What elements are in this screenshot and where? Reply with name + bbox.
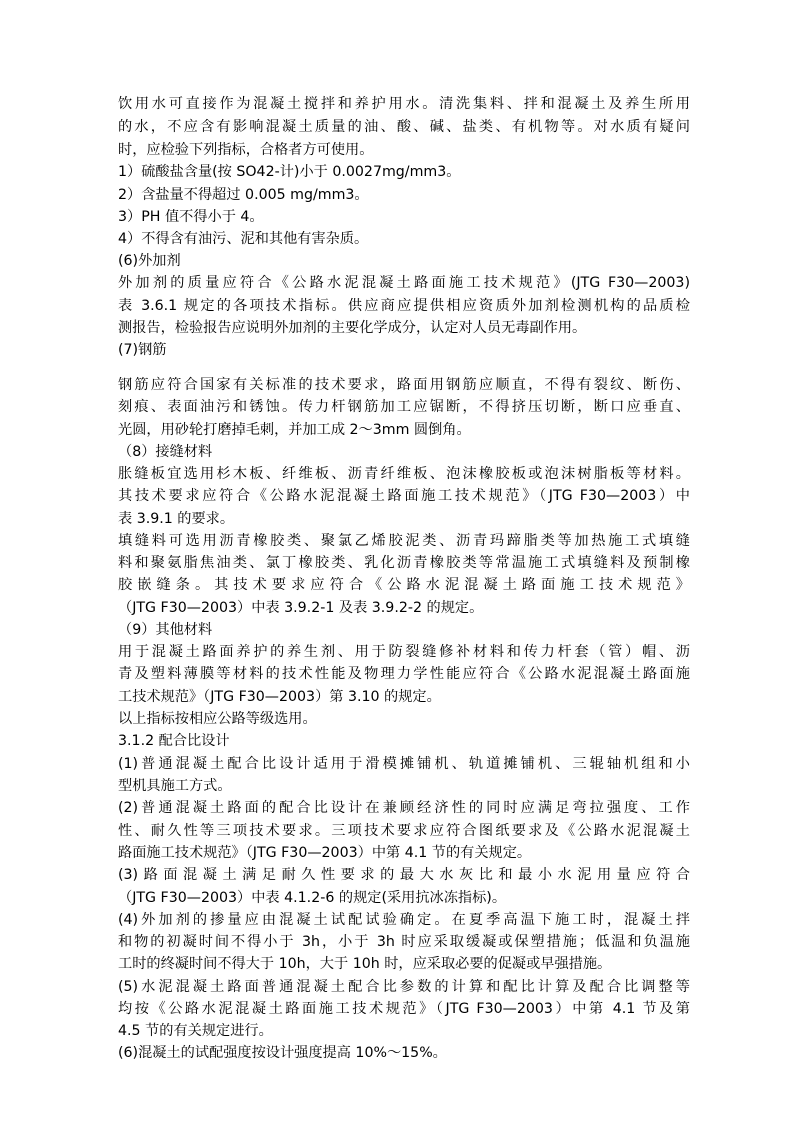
- text-line: 和物的初凝时间不得小于 3h，小于 3h 时应采取缓凝或保塑措施；低温和负温施: [118, 934, 690, 950]
- text-line: 2）含盐量不得超过 0.005 mg/mm3。: [118, 187, 369, 203]
- text-line: 3.1.2 配合比设计: [118, 733, 230, 749]
- text-line: 胶嵌缝条。其技术要求应符合《公路水泥混凝土路面施工技术规范》: [118, 577, 690, 593]
- text-line: 其技术要求应符合《公路水泥混凝土路面施工技术规范》（JTG F30—2003）中: [118, 488, 690, 504]
- text-line: (6)混凝土的试配强度按设计强度提高 10%～15%。: [118, 1045, 447, 1061]
- text-line: (5)水泥混凝土路面普通混凝土配合比参数的计算和配比计算及配合比调整等: [118, 979, 690, 995]
- text-line: (4)外加剂的掺量应由混凝土试配试验确定。在夏季高温下施工时，混凝土拌: [118, 912, 690, 928]
- text-line: 时，应检验下列指标，合格者方可使用。: [118, 142, 374, 158]
- text-line: 1）硫酸盐含量(按 SO42-计)小于 0.0027mg/mm3。: [118, 164, 461, 180]
- text-line: （9）其他材料: [118, 622, 213, 638]
- text-line: 饮用水可直接作为混凝土搅拌和养护用水。清洗集料、拌和混凝土及养生所用: [118, 96, 690, 112]
- text-line: （JTG F30—2003）中表 3.9.2-1 及表 3.9.2-2 的规定。: [118, 600, 484, 616]
- text-line: 性、耐久性等三项技术要求。三项技术要求应符合图纸要求及《公路水泥混凝土: [118, 823, 690, 839]
- text-line: 工技术规范》（JTG F30—2003）第 3.10 的规定。: [118, 689, 441, 705]
- text-line: 填缝料可选用沥青橡胶类、聚氯乙烯胶泥类、沥青玛蹄脂类等加热施工式填缝: [118, 533, 690, 549]
- text-line: 表 3.9.1 的要求。: [118, 511, 235, 527]
- text-line: 4）不得含有油污、泥和其他有害杂质。: [118, 231, 369, 247]
- text-line: 以上指标按相应公路等级选用。: [118, 711, 317, 727]
- text-line: 胀缝板宜选用杉木板、纤维板、沥青纤维板、泡沫橡胶板或泡沫树脂板等材料。: [118, 466, 690, 482]
- text-line: 3）PH 值不得小于 4。: [118, 209, 264, 225]
- text-line: (7)钢筋: [118, 342, 167, 358]
- text-line: 测报告，检验报告应说明外加剂的主要化学成分，认定对人员无毒副作用。: [118, 320, 587, 336]
- text-line: 4.5 节的有关规定进行。: [118, 1023, 273, 1039]
- text-line: （JTG F30—2003）中表 4.1.2-6 的规定(采用抗冰冻指标)。: [118, 890, 507, 906]
- text-line: 均按《公路水泥混凝土路面施工技术规范》（JTG F30—2003）中第 4.1 节及第: [118, 1001, 690, 1017]
- text-line: 表 3.6.1 规定的各项技术指标。供应商应提供相应资质外加剂检测机构的品质检: [118, 298, 690, 314]
- text-line: (1)普通混凝土配合比设计适用于滑模摊铺机、轨道摊铺机、三辊轴机组和小: [118, 756, 690, 772]
- text-line: 的水，不应含有影响混凝土质量的油、酸、碱、盐类、有机物等。对水质有疑问: [118, 119, 690, 135]
- text-line: 青及塑料薄膜等材料的技术性能及物理力学性能应符合《公路水泥混凝土路面施: [118, 666, 690, 682]
- text-line: 用于混凝土路面养护的养生剂、用于防裂缝修补材料和传力杆套（管）帽、沥: [118, 644, 690, 660]
- text-line: (3)路面混凝土满足耐久性要求的最大水灰比和最小水泥用量应符合: [118, 867, 690, 883]
- text-line: （8）接缝材料: [118, 444, 213, 460]
- text-line: 型机具施工方式。: [118, 778, 232, 794]
- text-line: 钢筋应符合国家有关标准的技术要求，路面用钢筋应顺直，不得有裂纹、断伤、: [118, 377, 690, 393]
- text-line: 刻痕、表面油污和锈蚀。传力杆钢筋加工应锯断，不得挤压切断，断口应垂直、: [118, 399, 690, 415]
- text-line: 料和聚氨脂焦油类、氯丁橡胶类、乳化沥青橡胶类等常温施工式填缝料及预制橡: [118, 555, 690, 571]
- text-line: (2)普通混凝土路面的配合比设计在兼顾经济性的同时应满足弯拉强度、工作: [118, 800, 690, 816]
- text-line: 外加剂的质量应符合《公路水泥混凝土路面施工技术规范》(JTG F30—2003): [118, 275, 690, 291]
- text-line: 路面施工技术规范》（JTG F30—2003）中第 4.1 节的有关规定。: [118, 845, 532, 861]
- text-line: 工时的终凝时间不得大于 10h，大于 10h 时，应采取必要的促凝或早强措施。: [118, 956, 612, 972]
- text-line: 光圆，用砂轮打磨掉毛刺，并加工成 2～3mm 圆倒角。: [118, 422, 471, 438]
- text-line: (6)外加剂: [118, 253, 181, 269]
